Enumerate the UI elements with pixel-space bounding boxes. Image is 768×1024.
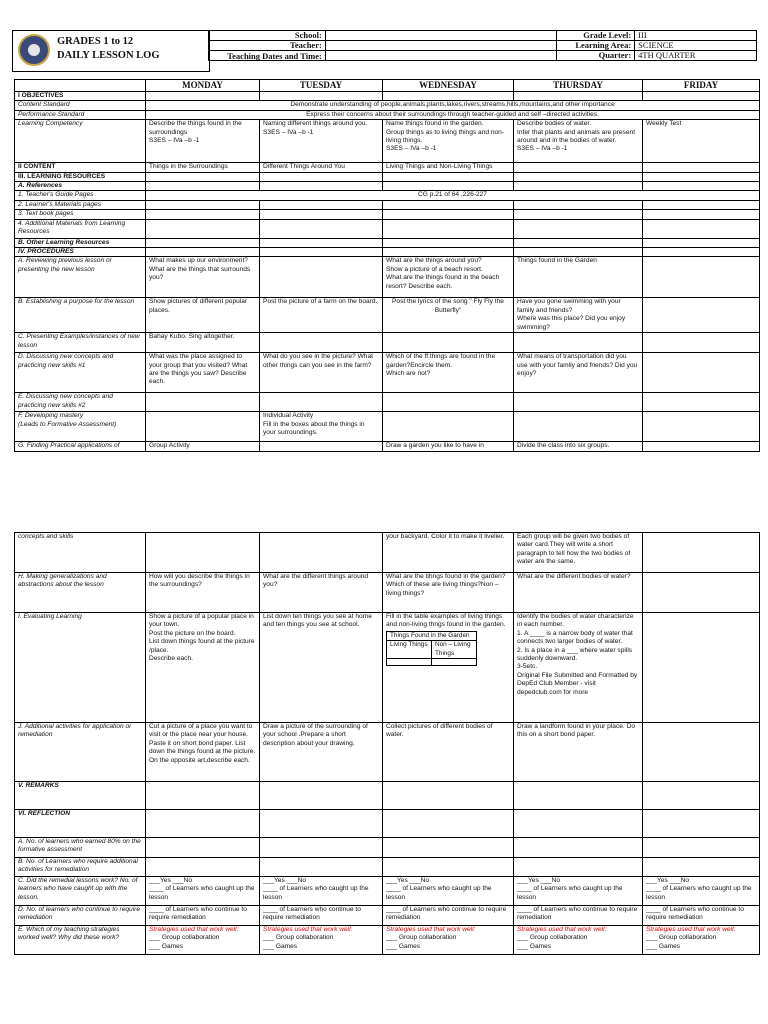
lc-text: Describe bodies of water. Infer that plants and animals are present around and in the bodies of water. S3ES – IVa –b -1 bbox=[517, 120, 636, 153]
reflect-cell bbox=[514, 877, 643, 906]
day-tuesday: TUESDAY bbox=[260, 80, 383, 92]
day-wednesday: WEDNESDAY bbox=[383, 80, 514, 92]
proc-text: Show a picture of a popular place in your town. Post the picture on the board. List down things found at the picture /place. Describe each. bbox=[149, 613, 255, 663]
day-header-row bbox=[15, 80, 760, 92]
strategies-heading: Strategies used that work well: bbox=[517, 926, 607, 933]
row-label-text: F. Developing mastery (Leads to Formative Assessment) bbox=[18, 412, 117, 428]
reflect-cell bbox=[643, 926, 760, 955]
row-label: D. No. of learners who continue to require remediation bbox=[15, 906, 146, 926]
reflect-cell: ____ of Learners who continue to require remediation bbox=[146, 906, 260, 926]
row-label bbox=[15, 412, 146, 442]
title-daily-lesson-log: DAILY LESSON LOG bbox=[57, 50, 160, 61]
row-label: A. Reviewing previous lesson or presenting the new lesson bbox=[15, 257, 146, 298]
content-standard-text: Demonstrate understanding of people,animals,plants,lakes,rivers,streams,hills,mountains,and other importance bbox=[146, 101, 760, 110]
caught-up-line: ____ of Learners who caught up the lesson bbox=[517, 885, 623, 901]
caught-up-line: ____ of Learners who caught up the lesson bbox=[149, 885, 255, 901]
proc-cell: What are the different things around you? bbox=[260, 573, 383, 613]
title-grades: GRADES 1 to 12 bbox=[57, 36, 134, 47]
strategy-line: ___ Group collaboration bbox=[263, 934, 334, 942]
row-label: 1. Teacher's Guide Pages bbox=[15, 191, 146, 200]
content-cell bbox=[643, 163, 760, 172]
yes-no-line: ___Yes ___No bbox=[517, 877, 561, 884]
proc-text: Individual Activity Fill in the boxes about the things in your surroundings. bbox=[263, 412, 365, 436]
grade-level-label: Grade Level: bbox=[557, 31, 635, 41]
row-label: VI. REFLECTION bbox=[15, 810, 146, 838]
proc-cell bbox=[643, 257, 760, 298]
proc-cell: Post the picture of a farm on the board. bbox=[260, 298, 383, 333]
strategy-line: ___ Group collaboration bbox=[646, 934, 717, 942]
proc-cell: Post the lyrics of the song " Fly Fly the Butterfly" bbox=[383, 298, 514, 333]
proc-cell bbox=[383, 613, 514, 723]
row-label: III. LEARNING RESOURCES bbox=[15, 172, 146, 181]
lc-text: Describe the things found in the surroundings S3ES – IVa –b -1 bbox=[149, 120, 242, 145]
proc-cell bbox=[514, 257, 643, 298]
strategy-line: ___ Games bbox=[517, 942, 552, 950]
performance-standard-text: Express their concerns about their surroundings through teacher-guided and self –directed activities. bbox=[146, 110, 760, 119]
row-label: B. No. of Learners who require additional activities for remediation bbox=[15, 858, 146, 877]
row-label: I. Evaluating Learning bbox=[15, 613, 146, 723]
proc-cell: What are the different bodies of water? bbox=[514, 573, 643, 613]
nested-cell bbox=[432, 659, 477, 666]
yes-no-line: ___Yes ___No bbox=[263, 877, 307, 884]
proc-cell bbox=[383, 353, 514, 393]
teachers-guide-pages: CG p.21 of 64 ,226-227 bbox=[146, 191, 760, 200]
proc-cell bbox=[383, 257, 514, 298]
strategies-heading: Strategies used that work well: bbox=[263, 926, 353, 933]
row-label: J. Additional activities for application or remediation bbox=[15, 723, 146, 782]
strategy-line: ___ Group collaboration bbox=[149, 934, 220, 942]
proc-text: Fill in the table examples of living things and non-living thngs found in the garden. bbox=[386, 613, 506, 629]
reflect-cell bbox=[383, 926, 514, 955]
reflect-cell bbox=[260, 926, 383, 955]
nested-col-nonliving: Non – Living Things bbox=[432, 641, 477, 659]
day-thursday: THURSDAY bbox=[514, 80, 643, 92]
proc-cell bbox=[643, 298, 760, 333]
teaching-dates-value bbox=[325, 51, 556, 61]
proc-cell: Each group will be given two bodies of water card.They will write a short paragraph to tell how the two bodies of water are the same. bbox=[514, 533, 643, 573]
learning-area-value: SCIENCE bbox=[635, 41, 757, 51]
proc-cell: Group Activity bbox=[146, 442, 260, 451]
learning-area-label: Learning Area: bbox=[557, 41, 635, 51]
row-label: G. Finding Practical applications of bbox=[15, 442, 146, 451]
proc-cell: Collect pictures of different bodies of water. bbox=[383, 723, 514, 782]
reflect-cell: ____ of Learners who continue to require remediation bbox=[514, 906, 643, 926]
proc-cell bbox=[146, 613, 260, 723]
content-cell: Living Things and Non-Living Things bbox=[383, 163, 514, 172]
row-label: Performance Standard bbox=[15, 110, 146, 119]
yes-no-line: ___Yes ___No bbox=[386, 877, 430, 884]
quarter-value: 4TH QUARTER bbox=[635, 51, 757, 61]
living-nonliving-table bbox=[386, 631, 477, 666]
lc-text: Weekly Test bbox=[646, 120, 682, 128]
strategy-line: ___ Games bbox=[646, 942, 681, 950]
proc-cell bbox=[514, 298, 643, 333]
proc-cell: Draw a picture of the surrounding of your school .Prepare a short description about your drawing. bbox=[260, 723, 383, 782]
nested-col-living: Living Things bbox=[387, 641, 432, 659]
row-label: Learning Competency bbox=[15, 120, 146, 163]
proc-cell bbox=[383, 573, 514, 613]
header-title-box bbox=[12, 30, 210, 72]
proc-cell: What means of transportation did you use with your family and friends? Did you enjoy? bbox=[514, 353, 643, 393]
strategy-line: ___ Group collaboration bbox=[517, 934, 588, 942]
yes-no-line: ___Yes ___No bbox=[149, 877, 193, 884]
lesson-log-table-page2 bbox=[14, 532, 760, 955]
proc-cell: your backyard. Color it to make it livelier. bbox=[383, 533, 514, 573]
proc-text: What makes up our environment? What are the things that surrounds you? bbox=[149, 257, 251, 282]
proc-cell bbox=[514, 613, 643, 723]
row-label: IV. PROCEDURES bbox=[15, 248, 146, 257]
row-label: 4. Additional Materials from Learning Resources bbox=[15, 219, 146, 238]
row-label: D. Discussing new concepts and practicing new skills #1 bbox=[15, 353, 146, 393]
reflect-cell bbox=[383, 877, 514, 906]
deped-seal-icon bbox=[18, 34, 50, 66]
proc-cell bbox=[260, 257, 383, 298]
row-label: V. REMARKS bbox=[15, 782, 146, 810]
proc-cell bbox=[146, 257, 260, 298]
content-cell bbox=[514, 163, 643, 172]
row-label: II CONTENT bbox=[15, 163, 146, 172]
teaching-dates-label: Teaching Dates and Time: bbox=[209, 51, 326, 61]
proc-cell: Cut a picture of a place you want to visit or the place near your house. Paste it on short bond paper. List down the things found at the picture. On the opposite art,describe each. bbox=[146, 723, 260, 782]
proc-cell: How will you describe the things in the surroundings? bbox=[146, 573, 260, 613]
proc-cell: Show pictures of different popular places. bbox=[146, 298, 260, 333]
row-label: A. References bbox=[15, 182, 146, 191]
reflect-cell: ____ of Learners who continue to require remediation bbox=[260, 906, 383, 926]
strategy-line: ___ Games bbox=[386, 942, 421, 950]
proc-cell: Draw a landform found in your place. Do this on a short bond paper. bbox=[514, 723, 643, 782]
reflect-cell: ____ of Learners who continue to require remediation bbox=[383, 906, 514, 926]
proc-text: What are the things around you? Show a picture of a beach resort. What are the things found in the beach resort? Describe each. bbox=[386, 257, 500, 290]
row-label: A. No. of learners who earned 80% on the formative assessment bbox=[15, 838, 146, 858]
strategies-heading: Strategies used that work well: bbox=[646, 926, 736, 933]
proc-cell: What do you see in the picture? What other things can you see in the farm? bbox=[260, 353, 383, 393]
proc-text: Which of the ff.things are found in the garden?Encircle them. Which are not? bbox=[386, 353, 496, 377]
lc-monday bbox=[146, 120, 260, 163]
lc-text: Naming different things around you. S3ES – IVa –b -1 bbox=[263, 120, 368, 136]
row-label: 3. Text book pages bbox=[15, 210, 146, 219]
row-label: B. Other Learning Resources bbox=[15, 238, 146, 247]
row-label: Content Standard bbox=[15, 101, 146, 110]
proc-text: Things found in the Garden bbox=[517, 257, 597, 265]
nested-cell bbox=[387, 659, 432, 666]
row-label: H. Making generalizations and abstractions about the lesson bbox=[15, 573, 146, 613]
nested-table-header: Things Found in the Garden bbox=[387, 631, 477, 640]
corner-cell bbox=[15, 80, 146, 92]
strategy-line: ___ Games bbox=[149, 942, 184, 950]
caught-up-line: ____ of Learners who caught up the lesson bbox=[386, 885, 492, 901]
yes-no-line: ___Yes ___No bbox=[646, 877, 690, 884]
lc-tuesday bbox=[260, 120, 383, 163]
teacher-value bbox=[325, 41, 556, 51]
proc-text: Have you gone swimming with your family and friends? Where was this place? Did you enjoy swimming? bbox=[517, 298, 626, 331]
reflect-cell bbox=[146, 926, 260, 955]
content-cell: Different Things Around You bbox=[260, 163, 383, 172]
lc-wednesday bbox=[383, 120, 514, 163]
grade-level-value: III bbox=[635, 31, 757, 41]
reflect-cell bbox=[643, 877, 760, 906]
reflect-cell bbox=[146, 877, 260, 906]
row-label: E. Which of my teaching strategies worked well? Why did these work? bbox=[15, 926, 146, 955]
row-label: C. Did the remedial lessons work? No. of learners who have caught up with the lesson. bbox=[15, 877, 146, 906]
row-label: 2. Learner's Materials pages bbox=[15, 200, 146, 209]
row-label: E. Discussing new concepts and practicing new skills #2 bbox=[15, 393, 146, 412]
row-label: I OBJECTIVES bbox=[15, 92, 146, 101]
day-monday: MONDAY bbox=[146, 80, 260, 92]
proc-cell: Draw a garden you like to have in bbox=[383, 442, 514, 451]
content-cell: Things in the Surroundings bbox=[146, 163, 260, 172]
strategies-heading: Strategies used that work well: bbox=[149, 926, 239, 933]
row-label: concepts and skills bbox=[15, 533, 146, 573]
proc-cell: Bahay Kubo. Sing altogether. bbox=[146, 333, 260, 353]
school-value bbox=[325, 31, 556, 41]
proc-text: What are the tihngs found in the garden? Which of these are living things?Non –living things? bbox=[386, 573, 506, 597]
strategy-line: ___ Group collaboration bbox=[386, 934, 457, 942]
proc-cell: List down ten things you see at home and ten things you see at school. bbox=[260, 613, 383, 723]
lc-friday bbox=[643, 120, 760, 163]
row-label: B. Establishing a purpose for the lesson bbox=[15, 298, 146, 333]
header-info-table bbox=[208, 30, 757, 61]
reflect-cell bbox=[514, 926, 643, 955]
strategy-line: ___ Games bbox=[263, 942, 298, 950]
teacher-label: Teacher: bbox=[209, 41, 326, 51]
proc-text: Identify the bodies of water characterize in each number. 1. A ____ is a narrow body of water that connects two larger bodies of water. 2. Is a place in a ___ where water spills suddenly downward. 3-5etc. Original File Submitted and Formatted by DepEd Club Member - visit depedclub.com for more bbox=[517, 613, 638, 696]
caught-up-line: ____ of Learners who caught up the lesson bbox=[263, 885, 369, 901]
reflect-cell bbox=[260, 877, 383, 906]
row-label: C. Presenting Examples/instances of new lesson bbox=[15, 333, 146, 353]
proc-cell bbox=[260, 412, 383, 442]
school-label: School: bbox=[209, 31, 326, 41]
proc-cell: Divide the class into six groups. bbox=[514, 442, 643, 451]
lesson-log-table-page1 bbox=[14, 79, 760, 452]
header bbox=[12, 30, 757, 72]
reflect-cell: ____ of Learners who continue to require remediation bbox=[643, 906, 760, 926]
strategies-heading: Strategies used that work well: bbox=[386, 926, 476, 933]
proc-cell: What was the place assigned to your group that you visited? What are the things you saw? Describe each. bbox=[146, 353, 260, 393]
lc-thursday bbox=[514, 120, 643, 163]
day-friday: FRIDAY bbox=[643, 80, 760, 92]
quarter-label: Quarter: bbox=[557, 51, 635, 61]
lc-text: Name things found in the garden. Group things as to living things and non-living things. S3ES – IVa –b -1 bbox=[386, 120, 505, 153]
caught-up-line: ____ of Learners who caught up the lesson bbox=[646, 885, 752, 901]
